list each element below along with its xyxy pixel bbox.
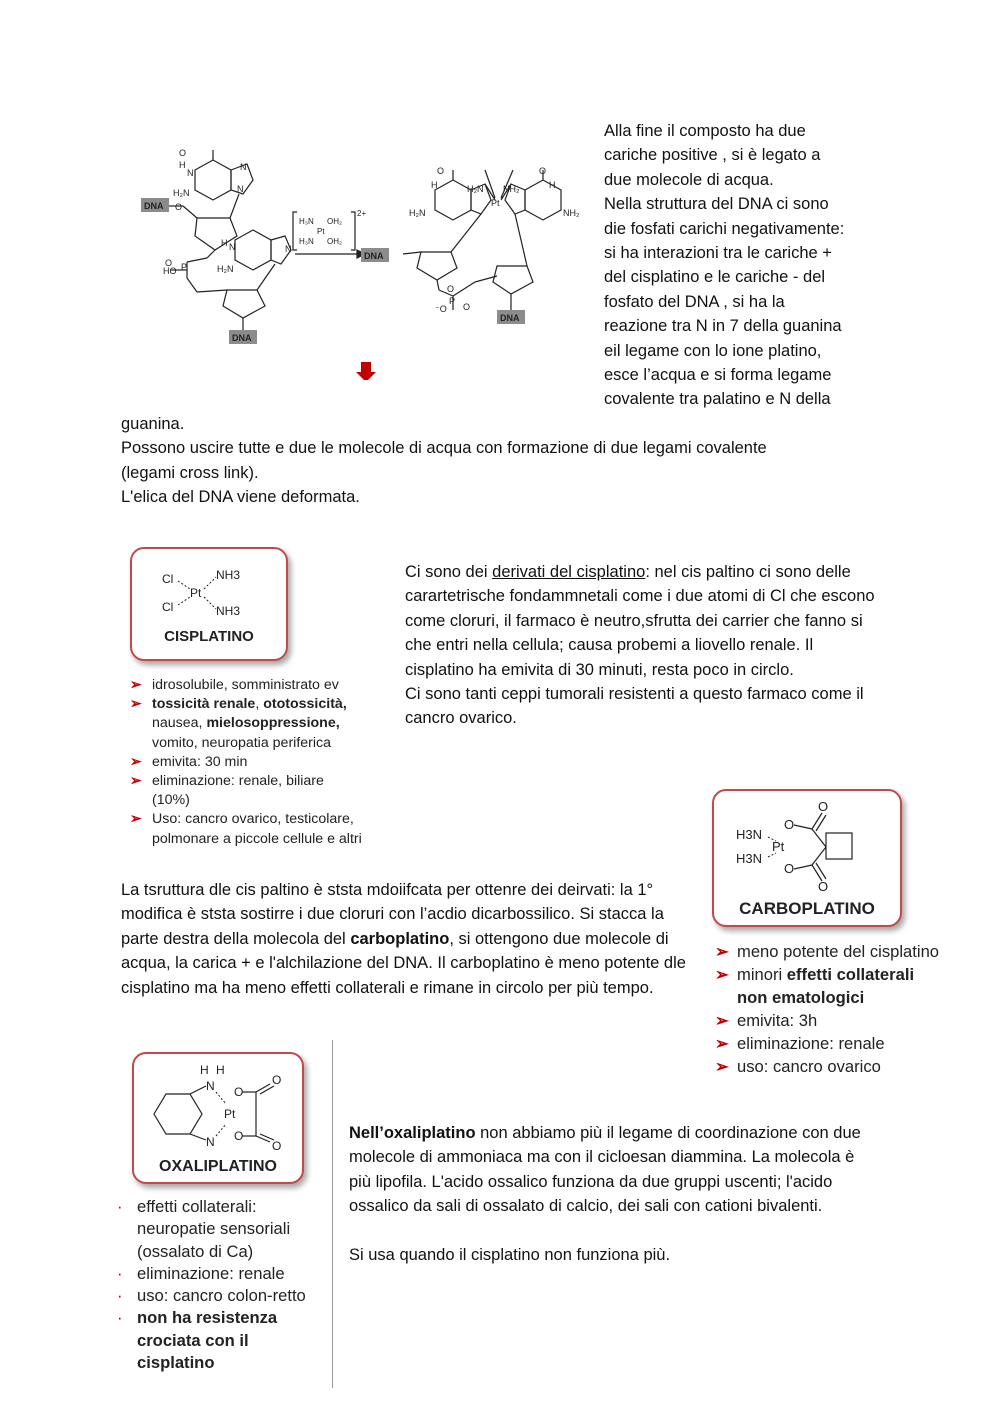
atom-label: H [200,1063,209,1077]
atom-label: O [272,1139,282,1152]
atom-label: O [234,1085,244,1099]
reaction-explanation [604,119,894,412]
atom-label: Pt [224,1107,236,1121]
bullet-item [115,1330,330,1352]
text-line: die fosfati carichi negativamente: [604,219,845,238]
svg-text:O: O [165,258,173,268]
carboplatino-structure [732,797,882,893]
svg-text:Pt: Pt [317,227,325,236]
svg-text:H₃N: H₃N [299,237,314,246]
bullet-text: eliminazione: renale [137,1263,285,1283]
bullet-item [715,1009,985,1032]
arrow-bullet-icon: ➢ [715,942,729,961]
svg-text:NH₂: NH₂ [563,208,580,218]
arrow-bullet-icon: ➢ [715,1057,729,1076]
dot-bullet-icon: · [117,1197,123,1216]
svg-text:OH₂: OH₂ [327,217,343,226]
arrow-bullet-icon: ➢ [715,1011,729,1030]
atom-label: O [784,861,795,876]
atom-label: O [818,879,829,893]
atom-label: H3N [736,827,763,842]
cisplatino-card [130,547,288,661]
bullet-item [130,791,390,810]
svg-text:H₂N: H₂N [217,264,234,274]
dna-label: DNA [232,333,252,343]
bullet-text: (ossalato di Ca) [137,1241,254,1261]
bullet-item [115,1352,330,1374]
oxaliplatino-bullets [115,1196,330,1374]
bullet-text: ototossicità, [263,696,347,713]
text-span: Ci sono tanti ceppi tumorali resistenti a questo farmaco come il cancro ovarico. [405,685,864,728]
arrow-bullet-icon: ➢ [130,677,142,693]
atom-label: Cl [162,600,174,614]
oxaliplatino-structure [144,1062,294,1152]
bullet-item [715,986,985,1009]
bullet-text: non ematologici [737,988,865,1007]
arrow-bullet-icon: ➢ [130,696,142,713]
red-down-arrow-icon [356,362,376,380]
bullet-item [115,1218,330,1240]
dna-label: DNA [364,251,384,261]
bullet-item [115,1285,330,1307]
svg-text:N: N [187,168,194,178]
text-bold: Nell’oxaliplatino [349,1124,476,1142]
svg-text:OH₂: OH₂ [327,237,343,246]
text-line: Nella struttura del DNA ci sono [604,195,829,214]
bullet-item [115,1263,330,1285]
bullet-text: effetti collaterali: [137,1197,257,1216]
atom-label: H [216,1063,225,1077]
text-line: del cisplatino e le cariche - del [604,268,826,287]
bullet-text: emivita: 3h [737,1011,818,1030]
svg-text:⁻O: ⁻O [435,304,447,314]
arrow-bullet-icon: ➢ [130,811,142,828]
svg-text:H₂N: H₂N [467,184,484,194]
bullet-item [115,1196,330,1218]
svg-text:N: N [240,162,247,172]
atom-label: NH3 [216,604,241,618]
bullet-text: crociata con il [137,1330,249,1350]
card-title: CARBOPLATINO [739,899,875,918]
text-line: L'elica del DNA viene deformata. [121,488,360,507]
text-line: si ha interazioni tra le cariche + [604,244,832,263]
dot-bullet-icon: · [117,1263,123,1283]
bullet-item [715,940,985,963]
bullet-text: polmonare a piccole cellule e altri [152,830,362,847]
bullet-text: meno potente del cisplatino [737,942,940,961]
text-line: Possono uscire tutte e due le molecole di acqua con formazione di due legami covalente [121,439,767,458]
bullet-text: idrosolubile, somministrato ev [152,677,339,693]
svg-text:O: O [463,302,471,312]
bullet-text: cisplatino [137,1353,215,1373]
text-line: Alla fine il composto ha due [604,122,806,140]
svg-text:P: P [181,262,188,272]
svg-text:P: P [449,296,456,306]
carboplatino-card [712,789,902,927]
arrow-bullet-icon: ➢ [715,1034,729,1053]
svg-text:H₃N: H₃N [299,217,314,226]
text-line: guanina. [121,415,185,433]
bullet-item [115,1241,330,1263]
text-span: , si ottengono due molecole di acqua, la carica + e l'alchilazione del DNA. Il carboplatino è meno potente dle cisplatino ma ha meno effetti collaterali e rimane in circolo per più tempo. [121,929,686,997]
svg-text:H: H [179,160,186,170]
text-line: fosfato del DNA , si ha la [604,292,785,311]
text-span: : nel cis paltino ci sono delle carartetrische fondammnetali come i due atomi di Cl che escono come cloruri, il farmaco è neutro,sfrutta dei carrier che fanno si che entri nella cellula; causa probemi a liovello renale. Il cisplatino ha emivita di 30 minuti, resta poco in circlo. [405,563,875,679]
svg-text:O: O [179,148,187,158]
svg-text:H: H [221,238,228,248]
bullet-item [130,753,390,772]
text-line: (legami cross link). [121,463,259,482]
bullet-item [715,1032,985,1055]
cisplatino-bullets [130,676,390,849]
bullet-item [130,695,390,714]
dna-label: DNA [144,201,164,211]
dot-bullet-icon: · [117,1308,123,1328]
atom-label: Cl [162,572,174,586]
atom-label: O [234,1129,244,1143]
svg-text:HO: HO [163,266,177,276]
bullet-text: non ha resistenza [137,1308,278,1328]
svg-text:O: O [539,166,547,176]
text-line: esce l’acqua e si forma legame [604,366,832,385]
svg-text:H: H [549,180,556,190]
text-line: due molecole di acqua. [604,170,774,189]
bullet-text: emivita: 30 min [152,753,248,770]
bullet-text: uso: cancro ovarico [737,1057,881,1076]
bullet-text: Uso: cancro ovarico, testicolare, [152,811,354,828]
bullet-text: eliminazione: renale, biliare [152,773,324,790]
cisplatino-structure [160,563,260,623]
bullet-text: eliminazione: renale [737,1034,885,1053]
text-line: eil legame con lo ione platino, [604,341,822,360]
atom-label: NH3 [216,568,241,582]
bullet-text: nausea, [152,715,207,732]
arrow-bullet-icon: ➢ [130,773,142,790]
card-title: OXALIPLATINO [159,1158,277,1175]
svg-text:H: H [431,180,438,190]
complex-charge: 2+ [357,209,367,218]
bullet-text: neuropatie sensoriali [137,1219,291,1239]
svg-text:N: N [237,184,244,194]
bullet-item [715,963,985,986]
bullet-text: , [255,696,264,713]
svg-text:O: O [175,202,183,212]
bullet-item [130,714,390,733]
card-title: CISPLATINO [164,628,254,645]
arrow-bullet-icon: ➢ [130,753,142,770]
atom-label: Pt [190,586,202,600]
atom-label: O [818,799,829,814]
bullet-item [715,1055,985,1078]
svg-text:H₂N: H₂N [173,188,190,198]
carboplatino-text [121,878,701,1000]
vertical-divider [332,1040,333,1388]
dot-bullet-icon: · [117,1286,123,1306]
svg-text:NH₂: NH₂ [503,184,520,194]
atom-label: H3N [736,851,763,866]
bullet-text: vomito, neuropatia periferica [152,734,332,751]
oxaliplatino-card [132,1052,304,1184]
bullet-text: effetti collaterali [786,965,915,984]
svg-text:Pt: Pt [491,198,500,208]
svg-text:O: O [437,166,445,176]
atom-label: O [784,817,795,832]
bullet-text: (10%) [152,792,190,809]
reaction-continuation [121,412,901,510]
text-line: cariche positive , si è legato a [604,146,821,165]
text-span: La tsruttura dle cis paltino è ststa mdoiifcata per ottenre dei deirvati: la 1° modifica è ststa sostirre i due cloruri con l’acdio dicarbossilico. Si stacca la parte destra della molecola del [121,881,664,948]
bullet-item [130,734,390,753]
bullet-item [130,810,390,829]
bullet-item [130,772,390,791]
svg-text:H₂N: H₂N [409,208,426,218]
atom-label: N [206,1135,215,1149]
text-bold: carboplatino [350,929,450,948]
dna-cisplatin-reaction-figure [135,140,585,380]
text-span: Ci sono dei [405,563,493,581]
bullet-text: minori [737,965,787,984]
oxaliplatino-text [349,1121,874,1267]
carboplatino-bullets [715,940,985,1078]
bullet-text: mielosoppressione, [206,715,340,732]
derivati-link-text: derivati del cisplatino [492,563,646,581]
arrow-bullet-icon: ➢ [715,965,729,984]
bullet-item [115,1307,330,1329]
bullet-item [130,676,390,695]
atom-label: Pt [772,839,785,854]
bullet-text: uso: cancro colon-retto [137,1286,306,1306]
text-line: reazione tra N in 7 della guanina [604,317,842,336]
dna-label: DNA [500,313,520,323]
text-span: Si usa quando il cisplatino non funziona più. [349,1246,671,1265]
svg-text:N: N [285,244,292,254]
atom-label: N [206,1079,215,1093]
bullet-text: tossicità renale [152,696,256,713]
text-line: covalente tra palatino e N della [604,390,831,409]
svg-text:N: N [229,242,236,252]
atom-label: O [272,1073,282,1087]
svg-text:O: O [447,284,455,294]
text-span: non abbiamo più il legame di coordinazione con due molecole di ammoniaca ma con il cicloesan diammina. La molecola è più lipofila. L'acido ossalico funziona da due gruppi uscenti; l'acido ossalico da sali di ossalato di calcio, dei sali con cationi bivalenti. [349,1124,861,1216]
cisplatino-text [405,560,885,731]
bullet-item [130,830,390,849]
